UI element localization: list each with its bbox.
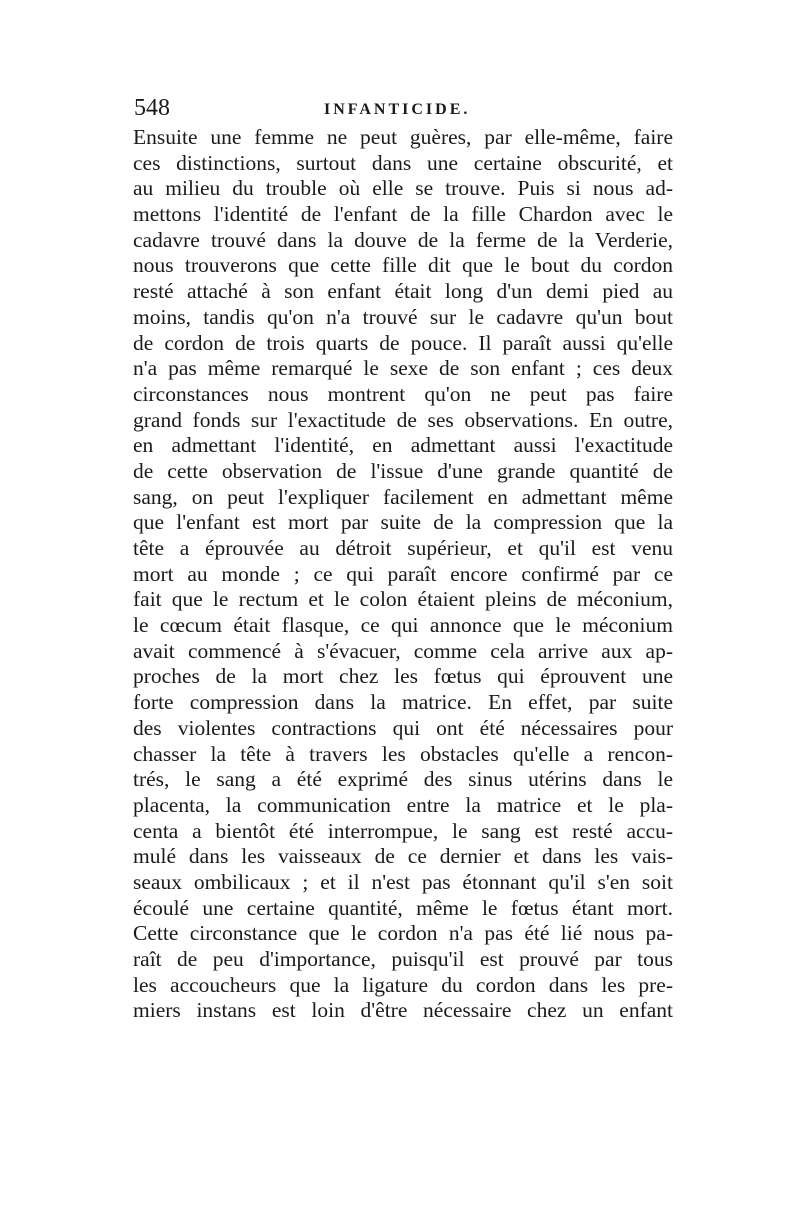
text-line: que l'enfant est mort par suite de la compression que la bbox=[133, 510, 673, 535]
text-line: de cordon de trois quarts de pouce. Il paraît aussi qu'elle bbox=[133, 330, 673, 355]
text-line: mettons l'identité de l'enfant de la fille Chardon avec le bbox=[133, 202, 673, 227]
text-line: au milieu du trouble où elle se trouve. Puis si nous ad- bbox=[133, 176, 673, 201]
text-line: fait que le rectum et le colon étaient pleins de méconium, bbox=[133, 587, 673, 612]
text-line: sang, on peut l'expliquer facilement en admettant même bbox=[133, 484, 673, 509]
text-line: proches de la mort chez les fœtus qui éprouvent une bbox=[133, 664, 673, 689]
text-line: circonstances nous montrent qu'on ne peut pas faire bbox=[133, 381, 673, 406]
text-line: écoulé une certaine quantité, même le fœtus étant mort. bbox=[133, 895, 673, 920]
text-line: mulé dans les vaisseaux de ce dernier et dans les vais- bbox=[133, 844, 673, 869]
text-line: des violentes contractions qui ont été nécessaires pour bbox=[133, 715, 673, 740]
text-line: cadavre trouvé dans la douve de la ferme de la Verderie, bbox=[133, 227, 673, 252]
text-line: nous trouverons que cette fille dit que le bout du cordon bbox=[133, 253, 673, 278]
page-number: 548 bbox=[134, 95, 170, 121]
text-line: le cœcum était flasque, ce qui annonce que le méconium bbox=[133, 613, 673, 638]
text-line: les accoucheurs que la ligature du cordon dans les pre- bbox=[133, 972, 673, 997]
text-line: Cette circonstance que le cordon n'a pas été lié nous pa- bbox=[133, 921, 673, 946]
text-line: tête a éprouvée au détroit supérieur, et qu'il est venu bbox=[133, 536, 673, 560]
body-text bbox=[133, 125, 673, 1024]
text-line: miers instans est loin d'être nécessaire chez un enfant bbox=[133, 998, 673, 1023]
text-line: resté attaché à son enfant était long d'un demi pied au bbox=[133, 279, 673, 304]
text-line: mort au monde ; ce qui paraît encore confirmé par ce bbox=[133, 561, 673, 586]
text-line: chasser la tête à travers les obstacles qu'elle a rencon- bbox=[133, 741, 673, 766]
text-line: centa a bientôt été interrompue, le sang est resté accu- bbox=[133, 818, 673, 843]
running-head: INFANTICIDE. bbox=[324, 101, 471, 118]
text-line: placenta, la communication entre la matrice et le pla- bbox=[133, 792, 673, 817]
text-line: n'a pas même remarqué le sexe de son enfant ; ces deux bbox=[133, 356, 673, 381]
text-line: raît de peu d'importance, puisqu'il est prouvé par tous bbox=[133, 947, 673, 971]
text-line: grand fonds sur l'exactitude de ses observations. En outre, bbox=[133, 407, 673, 432]
text-line: seaux ombilicaux ; et il n'est pas étonnant qu'il s'en soit bbox=[133, 869, 673, 894]
text-line: trés, le sang a été exprimé des sinus utérins dans le bbox=[133, 767, 673, 792]
text-line: en admettant l'identité, en admettant aussi l'exactitude bbox=[133, 433, 673, 458]
text-line: moins, tandis qu'on n'a trouvé sur le cadavre qu'un bout bbox=[133, 304, 673, 329]
text-line: forte compression dans la matrice. En effet, par suite bbox=[133, 690, 673, 715]
text-line: ces distinctions, surtout dans une certaine obscurité, et bbox=[133, 150, 673, 175]
text-line: avait commencé à s'évacuer, comme cela arrive aux ap- bbox=[133, 638, 673, 663]
text-line: Ensuite une femme ne peut guères, par elle-même, faire bbox=[133, 125, 673, 149]
text-line: de cette observation de l'issue d'une grande quantité de bbox=[133, 458, 673, 483]
page-header bbox=[134, 92, 674, 124]
